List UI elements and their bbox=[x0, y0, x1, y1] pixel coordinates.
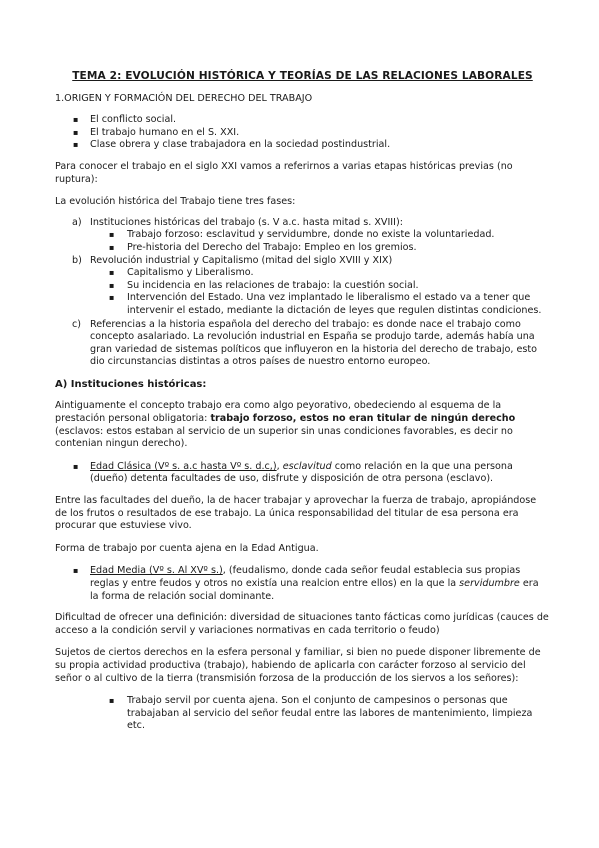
text-run: , (feudalismo, donde cada señor feudal establecia sus propias reglas y entre feudos y otros no existía una realcion entre ellos) en la que la bbox=[90, 565, 521, 589]
paragraph-forma: Forma de trabajo por cuenta ajena en la Edad Antigua. bbox=[55, 542, 319, 554]
paragraph-facultades: Entre las facultades del dueño, la de hacer trabajar y aprovechar la fuerza de trabajo, apropiándose de los frutos o resultados de ese trabajo. La única responsabilidad del titular de esa persona era procurar que estuviese vivo. bbox=[55, 495, 537, 532]
text-run: Aintiguamente el concepto trabajo era como algo peyorativo, obedeciendo al esquema de la prestación personal obligatoria: bbox=[55, 400, 502, 425]
paragraph-conocer: Para conocer el trabajo en el siglo XXI vamos a referirnos a varias etapas históricas previas (no ruptura): bbox=[55, 160, 513, 185]
list-item: ▪ Clase obrera y clase trabajadora en la sociedad postindustrial. bbox=[55, 139, 550, 152]
phases-list bbox=[55, 217, 550, 369]
underlined-term: Edad Media (Vº s. Al XVº s.) bbox=[90, 565, 223, 577]
phase-sublist bbox=[90, 229, 550, 254]
phase-item-a bbox=[55, 217, 550, 255]
list-item bbox=[55, 565, 550, 603]
list-item: ▪ Intervención del Estado. Una vez implantado le liberalismo el estado va a tener que intervenir el estado, mediante la dictación de leyes que regulen distintas condiciones. bbox=[55, 292, 550, 317]
phase-letter: c) bbox=[72, 318, 82, 330]
phase-text: Revolución industrial y Capitalismo (mitad del siglo XVIII y XIX) bbox=[90, 254, 393, 266]
phase-letter: a) bbox=[72, 216, 82, 228]
italic-term: servidumbre bbox=[459, 578, 520, 589]
document-title: TEMA 2: EVOLUCIÓN HISTÓRICA Y TEORÍAS DE LAS RELACIONES LABORALES bbox=[72, 70, 533, 82]
media-bullet-list bbox=[55, 565, 550, 603]
section-heading-instituciones: A) Instituciones históricas: bbox=[55, 378, 207, 390]
phase-letter: b) bbox=[72, 254, 82, 266]
list-item: ▪ Trabajo servil por cuenta ajena. Son el conjunto de campesinos o personas que trabajaban al servicio del señor feudal entre las labores de mantenimiento, limpieza etc. bbox=[55, 695, 550, 733]
document-page bbox=[55, 70, 550, 741]
list-item bbox=[55, 461, 550, 486]
list-item: ▪ Capitalismo y Liberalismo. bbox=[55, 267, 550, 280]
section-heading-origen: 1.ORIGEN Y FORMACIÓN DEL DERECHO DEL TRABAJO bbox=[55, 92, 313, 104]
phase-item-b bbox=[55, 255, 550, 318]
phase-item-c bbox=[55, 319, 550, 369]
underlined-term: Edad Clásica (Vº s. a.c hasta Vº s. d.c,) bbox=[90, 460, 277, 472]
list-item: ▪ El conflicto social. bbox=[55, 114, 550, 127]
text-run: era la forma de relación social dominante. bbox=[90, 578, 539, 602]
intro-bullet-list bbox=[55, 114, 550, 152]
clasica-bullet-list bbox=[55, 461, 550, 486]
phase-sublist bbox=[90, 267, 550, 317]
phase-text: Instituciones históricas del trabajo (s. V a.c. hasta mitad s. XVIII): bbox=[90, 216, 403, 228]
list-item: ▪ Su incidencia en las relaciones de trabajo: la cuestión social. bbox=[55, 280, 550, 293]
list-item: ▪ El trabajo humano en el S. XXI. bbox=[55, 127, 550, 140]
list-item: ▪ Trabajo forzoso: esclavitud y servidumbre, donde no existe la voluntariedad. bbox=[55, 229, 550, 242]
text-run: (esclavos: estos estaban al servicio de un superior sin unas condiciones favorables, es decir no contenian ningun derecho). bbox=[55, 425, 513, 450]
servil-bullet-list bbox=[55, 695, 550, 733]
text-run: como relación en la que una persona (dueño) detenta facultades de uso, disfrute y disposición de otra persona (esclavo). bbox=[90, 460, 513, 485]
text-run: , bbox=[276, 460, 283, 472]
paragraph-dificultad: Dificultad de ofrecer una definición: diversidad de situaciones tanto fácticas como jurídicas (cauces de acceso a la condición servil y variaciones normativas en cada territorio o feudo) bbox=[55, 612, 549, 636]
emphasis-text: trabajo forzoso, estos no eran titular de ningún derecho bbox=[210, 413, 516, 425]
list-item: ▪ Pre-historia del Derecho del Trabajo: Empleo en los gremios. bbox=[55, 242, 550, 255]
italic-term: esclavitud bbox=[282, 460, 332, 472]
paragraph-sujetos: Sujetos de ciertos derechos en la esfera personal y familiar, si bien no puede disponer libremente de su propia actividad productiva (trabajo), habiendo de aplicarla con carácter forzoso al servicio del señor o al cultivo de la tierra (transmisión forzosa de la producción de los siervos a los señores): bbox=[55, 647, 541, 684]
paragraph-evolucion: La evolución histórica del Trabajo tiene tres fases: bbox=[55, 196, 296, 208]
phase-text: Referencias a la historia española del derecho del trabajo: es donde nace el trabajo como concepto asalariado. La revolución industrial en España se produjo tarde, además había una gran variedad de sistemas políticos que influyeron en la historia del derecho de trabajo, esto dio circunstancias distintas a otros países de nuestro entorno europeo. bbox=[90, 318, 537, 368]
paragraph-antiguamente bbox=[55, 400, 550, 450]
